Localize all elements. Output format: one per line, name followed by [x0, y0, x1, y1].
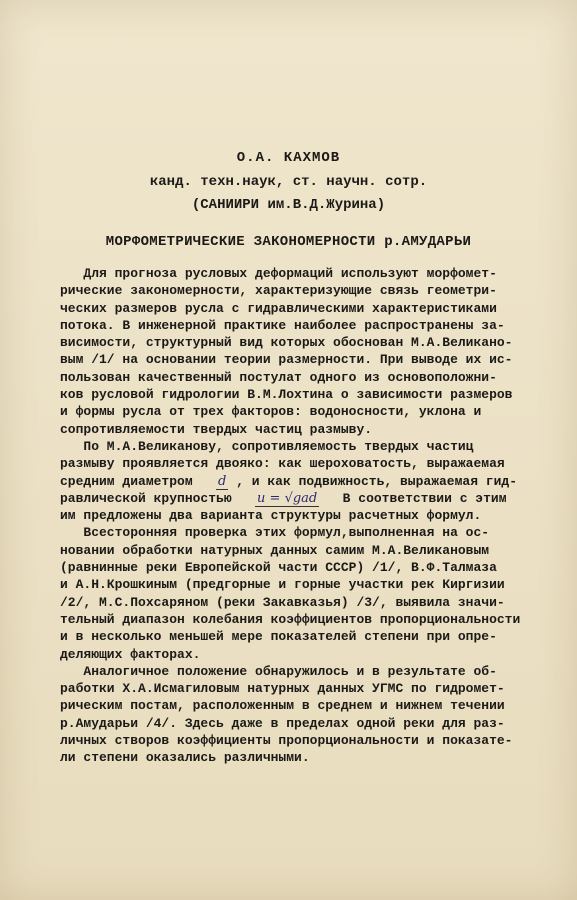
body-text-fragment: В соответствии с этим: [319, 490, 507, 506]
body-line: Всесторонняя проверка этих формул,выполненная на ос-: [60, 525, 490, 541]
body-line: и А.Н.Крошкиным (предгорные и горные участки рек Киргизии: [60, 577, 505, 593]
body-line-with-symbol: [60, 473, 526, 490]
body-text-fragment: , и как подвижность, выражаемая гид-: [228, 473, 518, 489]
handwritten-symbol-d: d: [218, 473, 227, 489]
body-line: работки Х.А.Исмагиловым натурных данных УГМС по гидромет-: [60, 681, 505, 697]
article-title: МОРФОМЕТРИЧЕСКИЕ ЗАКОНОМЕРНОСТИ р.АМУДАРЬИ: [105, 234, 472, 250]
body-line: ли степени оказались различными.: [60, 750, 310, 766]
author-affiliation-degree: канд. техн.наук, ст. научн. сотр.: [149, 174, 428, 190]
body-line: сопротивляемости твердых частиц размыву.: [60, 421, 373, 437]
body-line: пользован качественный постулат одного из основоположни-: [60, 369, 497, 385]
body-line: им предложены два варианта структуры расчетных формул.: [60, 508, 482, 524]
body-line: /2/, М.С.Похсаряном (реки Закавказья) /3/, выявила значи-: [60, 594, 505, 610]
body-line: потока. В инженерной практике наиболее распространены за-: [60, 317, 505, 333]
body-line: тельный диапазон колебания коэффициентов пропорциональности: [60, 611, 521, 627]
body-line: и формы русла от трех факторов: водоносности, уклона и: [60, 404, 482, 420]
body-line: ческих размеров русла с гидравлическими характеристиками: [60, 300, 497, 316]
article-body: [60, 265, 526, 767]
author-affiliation-institute: (САНИИРИ им.В.Д.Журина): [191, 197, 386, 213]
body-line: деляющих факторах.: [60, 646, 201, 662]
handwritten-formula: u = √gad: [257, 490, 318, 506]
body-line: новании обработки натурных данных самим М.А.Великановым: [60, 542, 490, 558]
body-line: р.Амударьи /4/. Здесь даже в пределах одной реки для раз-: [60, 715, 505, 731]
body-text-fragment: равлической крупностью: [60, 490, 232, 506]
body-line: размыву проявляется двояко: как шероховатость, выражаемая: [60, 456, 505, 472]
body-line-with-formula: [60, 490, 526, 507]
author-name: О.А. КАХМОВ: [236, 150, 341, 166]
body-line: личных створов коэффициенты пропорциональности и показате-: [60, 733, 513, 749]
body-line: вым /1/ на основании теории размерности. При выводе их ис-: [60, 352, 513, 368]
body-line: ков русловой гидрологии В.М.Лохтина о зависимости размеров: [60, 387, 513, 403]
body-line: Аналогичное положение обнаружилось и в результате об-: [60, 663, 497, 679]
body-text-fragment: средним диаметром: [60, 473, 193, 489]
body-line: и в несколько меньшей мере показателей степени при опре-: [60, 629, 497, 645]
body-line: висимости, структурный вид которых обоснован М.А.Великано-: [60, 335, 513, 351]
body-line: рические закономерности, характеризующие связь геометри-: [60, 283, 497, 299]
body-line: рическим постам, расположенным в среднем и нижнем течении: [60, 698, 505, 714]
body-line: По М.А.Великанову, сопротивляемость твердых частиц: [60, 438, 474, 454]
body-line: Для прогноза русловых деформаций используют морфомет-: [60, 266, 497, 281]
body-line: (равнинные реки Европейской части СССР) /1/, В.Ф.Талмаза: [60, 560, 497, 576]
